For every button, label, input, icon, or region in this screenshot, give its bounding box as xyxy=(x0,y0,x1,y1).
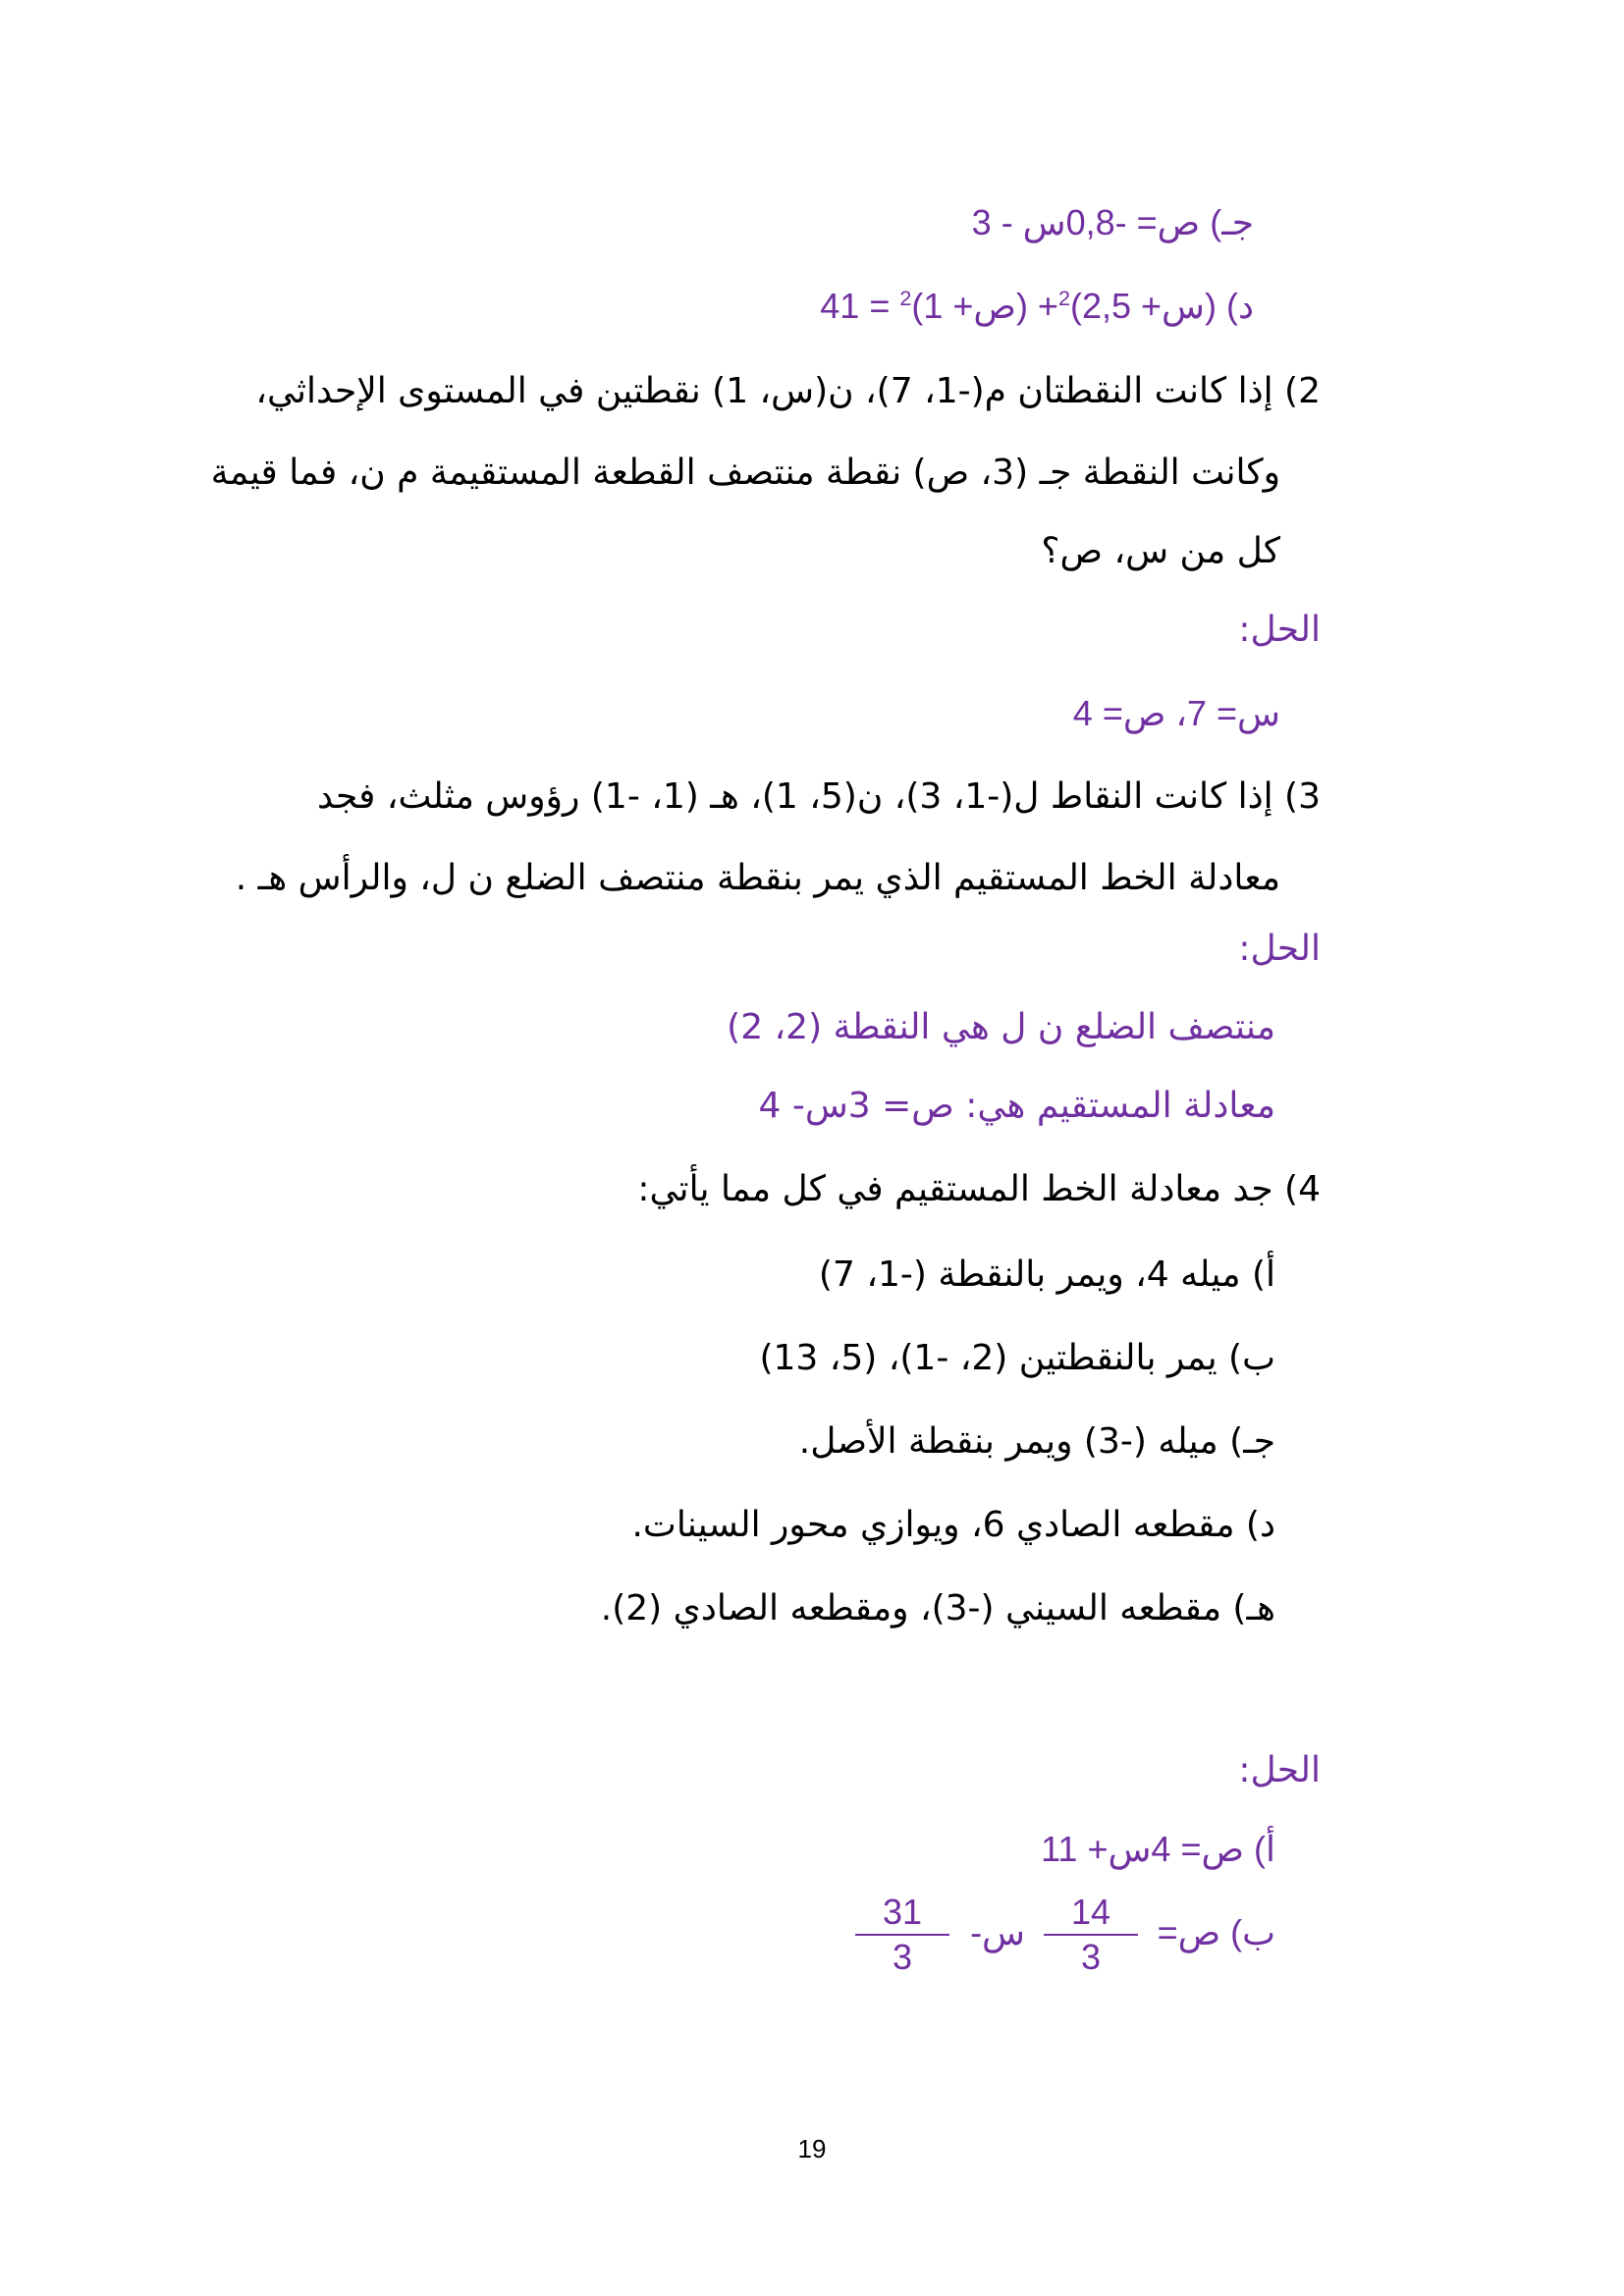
question-4-d: د) مقطعه الصادي 6، ويوازي محور السينات. xyxy=(631,1505,1275,1545)
question-2-line-2: وكانت النقطة جـ (3، ص) نقطة منتصف القطعة المستقيمة م ن، فما قيمة xyxy=(210,453,1280,493)
fraction-14-over-3 xyxy=(1044,1892,1138,1977)
question-3-line-2: معادلة الخط المستقيم الذي يمر بنقطة منتصف الضلع ن ل، والرأس هـ . xyxy=(235,858,1280,898)
fraction-numerator: 14 xyxy=(1070,1892,1111,1932)
question-4-title: 4) جد معادلة الخط المستقيم في كل مما يأتي: xyxy=(637,1169,1321,1209)
answer-d-part1: د) (س+ 2,5) xyxy=(1069,286,1254,326)
fraction-denominator: 3 xyxy=(892,1937,913,1977)
answer-c-equation: جـ) ص= -0,8س - 3 xyxy=(971,202,1254,242)
question-2-line-1: 2) إذا كانت النقطتان م(-1، 7)، ن(س، 1) نقطتين في المستوى الإحداثي، xyxy=(255,371,1321,411)
fraction-bar xyxy=(1044,1934,1138,1936)
page-number: 19 xyxy=(797,2134,827,2163)
answer-q2: س= 7، ص= 4 xyxy=(1072,693,1280,733)
answer-q3-midpoint: منتصف الضلع ن ل هي النقطة (2، 2) xyxy=(727,1007,1275,1047)
fraction-denominator: 3 xyxy=(1080,1937,1102,1977)
solution-label-2: الحل: xyxy=(1238,929,1321,969)
question-4-a: أ) ميله 4، ويمر بالنقطة (-1، 7) xyxy=(818,1255,1275,1295)
answer-q4-b-label: ب) ص= xyxy=(1157,1912,1275,1952)
solution-label-1: الحل: xyxy=(1238,610,1321,650)
question-4-b: ب) يمر بالنقطتين (2، -1)، (5، 13) xyxy=(759,1338,1275,1378)
fraction-numerator: 31 xyxy=(882,1892,923,1932)
answer-d-equation xyxy=(820,285,1254,327)
answer-d-exponent-1: 2 xyxy=(1057,286,1070,310)
fraction-31-over-3 xyxy=(855,1892,949,1977)
solution-label-3: الحل: xyxy=(1238,1750,1321,1790)
answer-q3-equation: معادلة المستقيم هي: ص= 3س- 4 xyxy=(758,1086,1275,1126)
question-3-line-1: 3) إذا كانت النقاط ل(-1، 3)، ن(5، 1)، هـ (1، -1) رؤوس مثلث، فجد xyxy=(317,776,1321,817)
answer-d-part2: + (ص+ 1) xyxy=(911,286,1058,326)
answer-q4-a: أ) ص= 4س+ 11 xyxy=(1041,1829,1275,1869)
question-4-c: جـ) ميله (-3) ويمر بنقطة الأصل. xyxy=(798,1421,1275,1462)
fraction-bar xyxy=(855,1934,949,1936)
answer-d-exponent-2: 2 xyxy=(899,286,912,310)
question-4-e: هـ) مقطعه السيني (-3)، ومقطعه الصادي (2). xyxy=(600,1588,1275,1629)
answer-q4-b-variable: س- xyxy=(970,1912,1025,1952)
question-2-line-3: كل من س، ص؟ xyxy=(1041,531,1280,571)
answer-d-part3: = 41 xyxy=(820,286,900,326)
